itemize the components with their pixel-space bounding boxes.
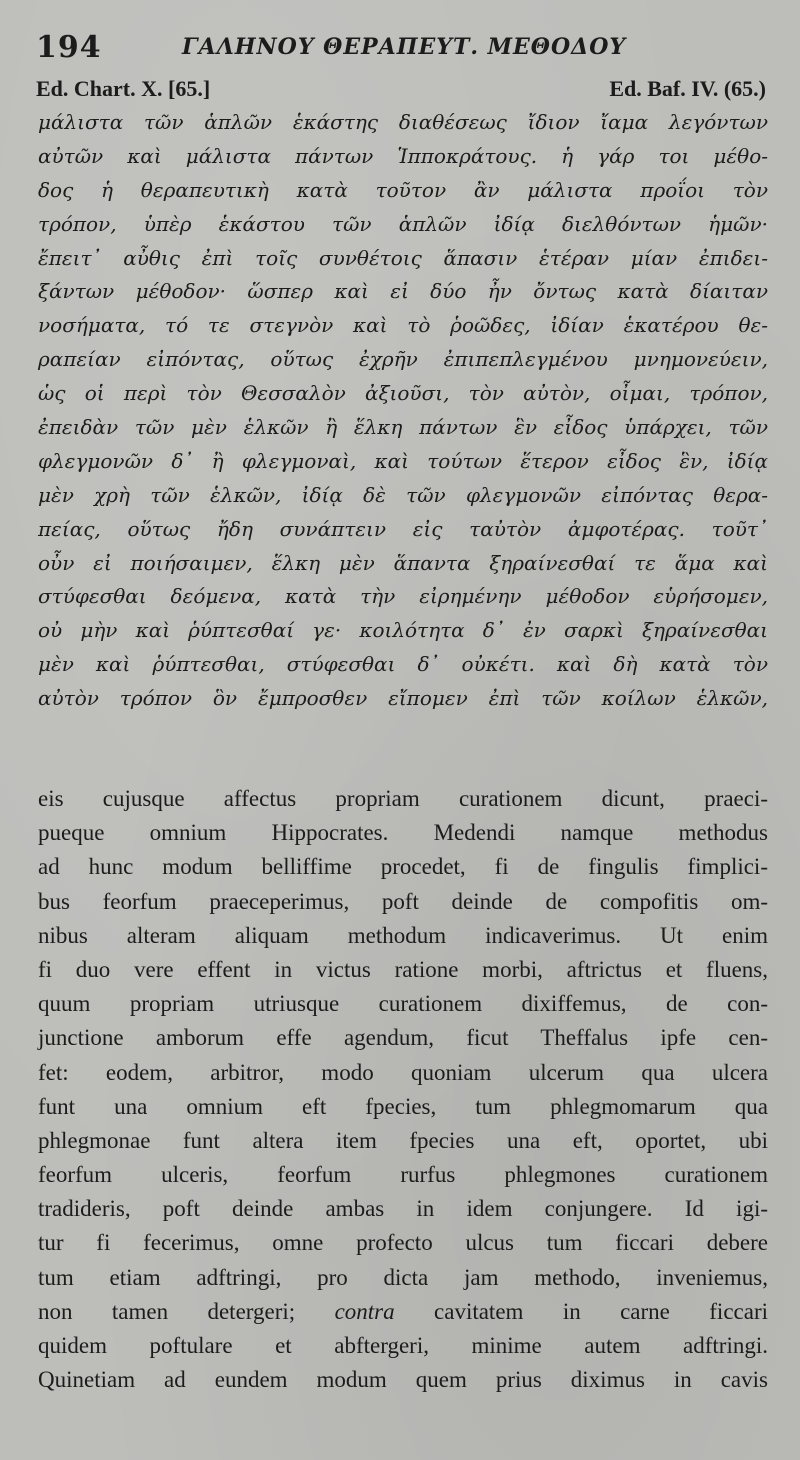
latin-line: quum propriam utriusque curationem dixiffemus, de con- bbox=[38, 991, 768, 1017]
greek-line: οὖν εἰ ποιήσαιμεν, ἕλκη μὲν ἅπαντα ξηραίνεσθαί τε ἅμα καὶ bbox=[38, 550, 768, 575]
greek-line: δος ἡ θεραπευτικὴ κατὰ τοῦτον ἂν μάλιστα προΐοι τὸν bbox=[38, 177, 768, 202]
latin-text-block bbox=[38, 782, 768, 1397]
greek-line: ἔπειτ᾽ αὖθις ἐπὶ τοῖς συνθέτοις ἅπασιν ἑτέραν μίαν ἐπιδει- bbox=[38, 245, 768, 270]
greek-line: μὲν καὶ ῥύπτεσθαι, στύφεσθαι δ᾽ οὐκέτι. καὶ δὴ κατὰ τὸν bbox=[38, 652, 768, 677]
latin-text-segment: cavitatem in carne ficcari bbox=[394, 1298, 768, 1324]
latin-line: quidem poftulare et abftergeri, minime autem adftringi. bbox=[38, 1333, 768, 1358]
greek-line: αὐτὸν τρόπον ὃν ἔμπροσθεν εἴπομεν ἐπὶ τῶν κοίλων ἑλκῶν, bbox=[38, 686, 768, 711]
page-number: 194 bbox=[36, 30, 102, 65]
latin-line: fet: eodem, arbitror, modo quoniam ulcerum qua ulcera bbox=[38, 1059, 768, 1085]
latin-line: feorfum ulceris, feorfum rurfus phlegmones curationem bbox=[38, 1162, 768, 1188]
latin-line: Quinetiam ad eundem modum quem prius diximus in cavis bbox=[38, 1367, 768, 1393]
italic-word-contra: contra bbox=[334, 1298, 395, 1324]
latin-line: pueque omnium Hippocrates. Medendi namque methodus bbox=[38, 820, 768, 846]
edition-chart-reference: Ed. Chart. X. [65.] bbox=[36, 76, 211, 101]
latin-line: tur fi fecerimus, omne profecto ulcus tum ficcari debere bbox=[38, 1230, 768, 1256]
latin-text-segment: non tamen detergeri; bbox=[38, 1298, 335, 1324]
greek-line: πείας, οὕτως ἤδη συνάπτειν εἰς ταὐτὸν ἀμφοτέρας. τοῦτ᾽ bbox=[38, 516, 768, 541]
greek-line: ραπείαν εἰπόντας, οὕτως ἐχρῆν ἐπιπεπλεγμένου μνημονεύειν, bbox=[38, 347, 768, 372]
greek-line: στύφεσθαι δεόμενα, κατὰ τὴν εἰρημένην μέθοδον εὑρήσομεν, bbox=[38, 584, 768, 609]
latin-line: funt una omnium eft fpecies, tum phlegmomarum qua bbox=[38, 1093, 768, 1119]
latin-line: nibus alteram aliquam methodum indicaverimus. Ut enim bbox=[38, 922, 768, 948]
latin-line: phlegmonae funt altera item fpecies una eft, oportet, ubi bbox=[38, 1127, 768, 1153]
latin-line-with-italic bbox=[38, 1295, 768, 1329]
latin-line: tradideris, poft deinde ambas in idem conjungere. Id igi- bbox=[38, 1196, 768, 1222]
greek-line: αὐτῶν καὶ μάλιστα πάντων Ἱπποκράτους. ἡ γάρ τοι μέθο- bbox=[38, 143, 768, 168]
latin-line: eis cujusque affectus propriam curationem dicunt, praeci- bbox=[38, 786, 768, 811]
greek-line: ξάντων μέθοδον· ὥσπερ καὶ εἰ δύο ἦν ὄντως κατὰ δίαιταν bbox=[38, 279, 768, 304]
greek-line: οὐ μὴν καὶ ῥύπτεσθαί γε· κοιλότητα δ᾽ ἐν σαρκὶ ξηραίνεσθαι bbox=[38, 618, 768, 643]
latin-line: bus feorfum praeceperimus, poft deinde de compofitis om- bbox=[38, 888, 768, 914]
greek-line: μάλιστα τῶν ἁπλῶν ἑκάστης διαθέσεως ἴδιον ἴαμα λεγόντων bbox=[38, 110, 768, 134]
greek-line: τρόπον, ὑπὲρ ἑκάστου τῶν ἁπλῶν ἰδίᾳ διελθόντων ἡμῶν· bbox=[38, 211, 768, 236]
edition-reference-line bbox=[36, 76, 766, 106]
latin-line: tum etiam adftringi, pro dicta jam methodo, inveniemus, bbox=[38, 1264, 768, 1290]
greek-line: ἐπειδὰν τῶν μὲν ἑλκῶν ἢ ἕλκη πάντων ἓν εἶδος ὑπάρχει, τῶν bbox=[38, 415, 768, 440]
latin-line: ad hunc modum belliffime procedet, fi de fingulis fimplici- bbox=[38, 854, 768, 880]
greek-text-block bbox=[38, 106, 768, 716]
greek-line: νοσήματα, τό τε στεγνὸν καὶ τὸ ῥοῶδες, ἰδίαν ἑκατέρου θε- bbox=[38, 313, 768, 338]
greek-line: μὲν χρὴ τῶν ἑλκῶν, ἰδίᾳ δὲ τῶν φλεγμονῶν εἰπόντας θερα- bbox=[38, 482, 768, 507]
running-title: ΓΑΛΗΝΟΥ ΘΕΡΑΠΕΥΤ. ΜΕΘΟΔΟΥ bbox=[182, 34, 627, 60]
latin-line: junctione amborum effe agendum, ficut Theffalus ipfe cen- bbox=[38, 1025, 768, 1051]
greek-line: φλεγμονῶν δ᾽ ἢ φλεγμοναὶ, καὶ τούτων ἕτερον εἶδος ἓν, ἰδίᾳ bbox=[38, 448, 768, 473]
running-head bbox=[36, 30, 776, 70]
edition-basel-reference: Ed. Baf. IV. (65.) bbox=[609, 76, 766, 101]
greek-line: ὡς οἱ περὶ τὸν Θεσσαλὸν ἀξιοῦσι, τὸν αὐτὸν, οἶμαι, τρόπον, bbox=[38, 381, 768, 406]
latin-line: fi duo vere effent in victus ratione morbi, aftrictus et fluens, bbox=[38, 956, 768, 982]
